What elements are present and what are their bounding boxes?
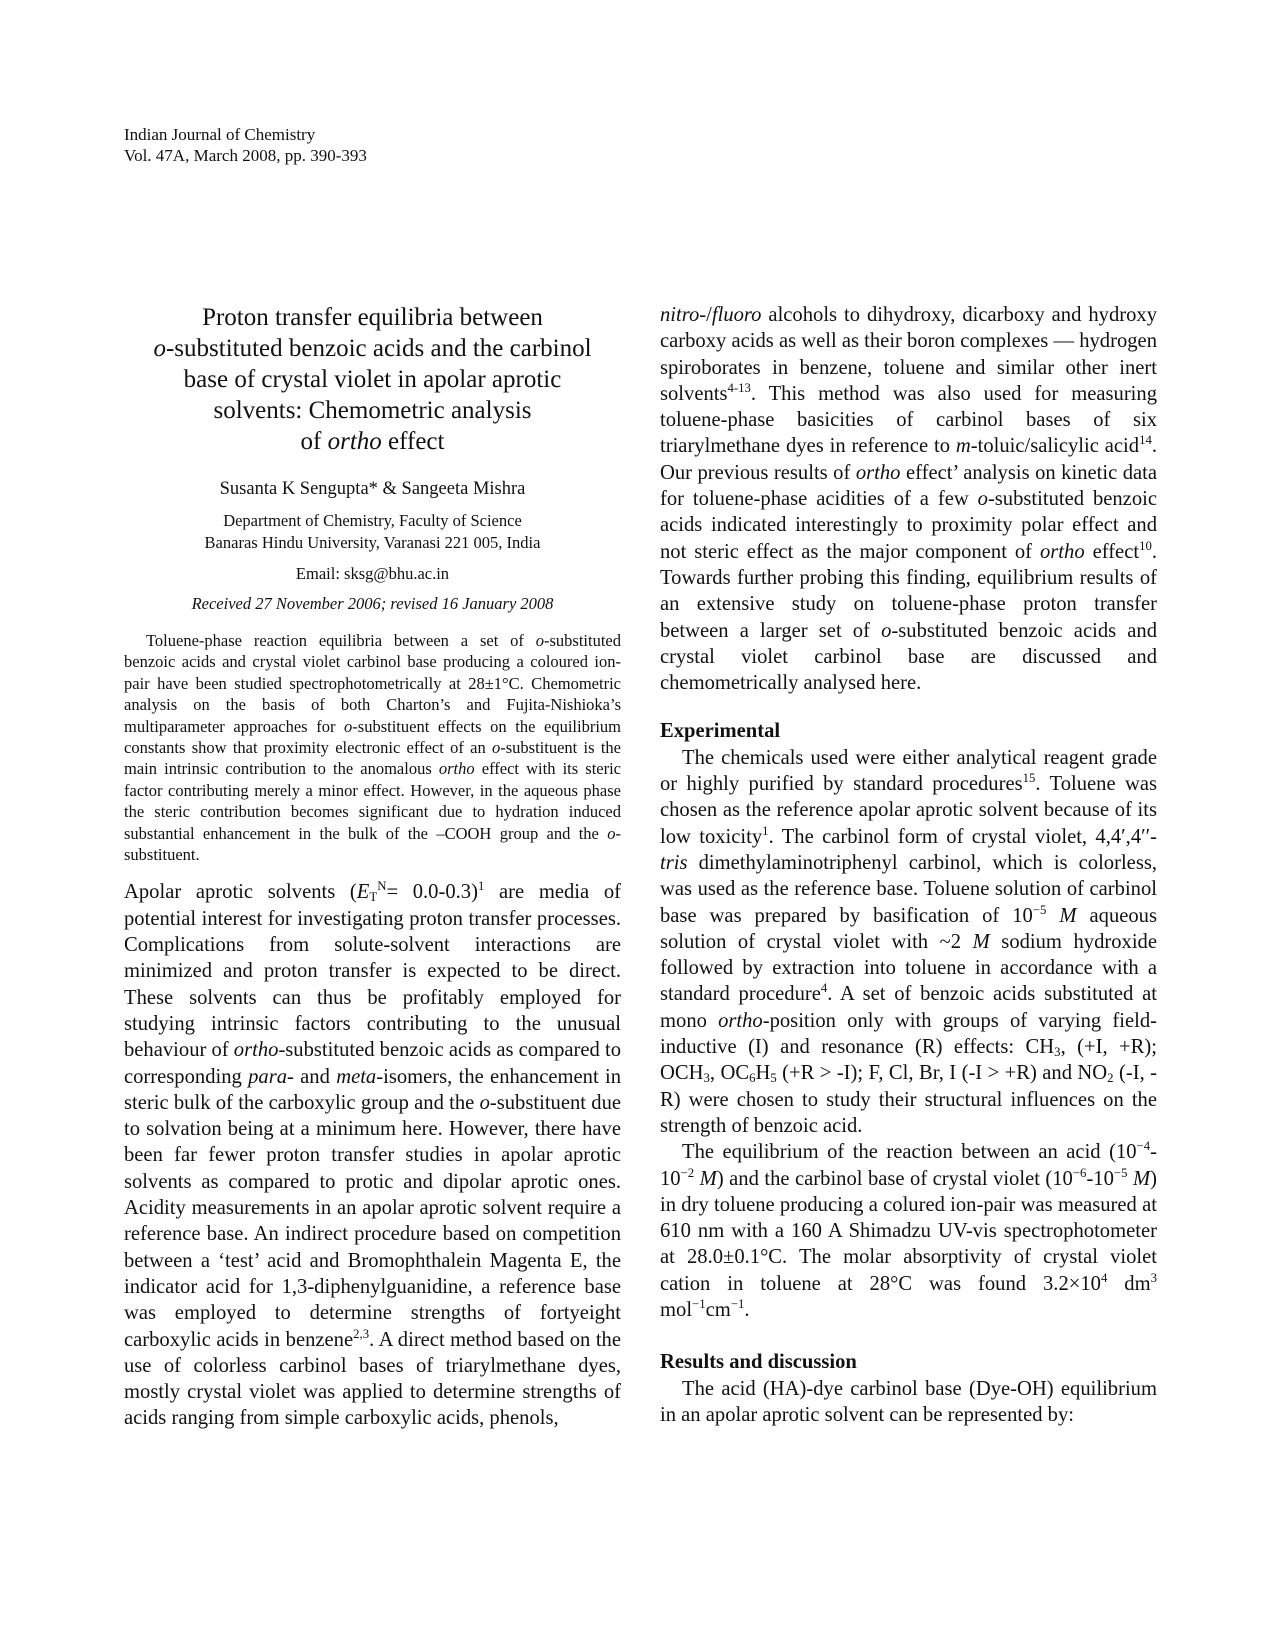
body-italic: o xyxy=(977,488,988,511)
superscript: −2 xyxy=(680,1165,695,1180)
author-email: Email: sksg@bhu.ac.in xyxy=(295,564,450,583)
experimental-section xyxy=(660,745,1157,1324)
body-text: . The carbinol form of crystal violet, 4,4′,4′′- xyxy=(768,825,1157,848)
abstract-text: Toluene-phase reaction equilibria between a set of xyxy=(146,631,536,650)
body-text: , (+I, +R); OCH xyxy=(660,1036,1157,1085)
body-text: effect xyxy=(1084,540,1140,563)
experimental-paragraph xyxy=(660,745,1157,1139)
title-line: Proton transfer equilibria between xyxy=(202,304,543,331)
title-text: effect xyxy=(381,428,445,455)
body-text: mol xyxy=(660,1298,693,1321)
superscript: −5 xyxy=(1032,902,1047,917)
body-text: . Our previous results of xyxy=(660,435,1157,484)
superscript: 4 xyxy=(1100,1270,1108,1285)
body-italic: m xyxy=(955,435,971,458)
body-text: . Toluene was chosen as the reference apolar aprotic solvent because of its low toxicity xyxy=(660,773,1158,848)
section-heading-experimental: Experimental xyxy=(660,720,781,743)
abstract-text: effect with its steric factor contributing merely a minor effect. However, in the aqueous phase the steric contribution becomes significant due to hydration induced substantial enhancement in the bulk of the –COOH group and the xyxy=(124,759,622,843)
affiliation-line: Banaras Hindu University, Varanasi 221 005, India xyxy=(204,533,541,552)
abstract xyxy=(124,630,621,865)
body-text: (+R > -I); F, Cl, Br, I (-I > +R) and NO xyxy=(776,1062,1108,1085)
left-column xyxy=(124,302,621,1432)
body-text: = 0.0-0.3) xyxy=(386,881,478,904)
body-text: -position only with groups of varying field-inductive (I) and resonance (R) effects: CH xyxy=(660,1009,1157,1059)
body-text: -substituent due to solvation being at a minimum here. However, there have been far fewer proton transfer studies in apolar aprotic solvents as compared to protic and dipolar aprotic ones. Acidity measurements in an apolar aprotic solvent require a reference base. An indirect procedure based on competition between a ‘test’ acid and Bromophthalein Magenta E, the indicator acid for 1,3-diphenylguanidine, a reference base was employed to determine strengths of fortyeight carboxylic acids in benzene xyxy=(124,1091,622,1351)
reference-mark: 4 xyxy=(820,981,828,996)
reference-mark: 14 xyxy=(1139,433,1152,448)
title-line: solvents: Chemometric analysis xyxy=(213,397,532,424)
body-italic: ortho xyxy=(718,1009,763,1032)
title-line xyxy=(124,426,621,457)
superscript: −1 xyxy=(692,1297,706,1312)
body-text: effect’ analysis on kinetic data for toluene-phase acidities of a few xyxy=(660,461,1157,511)
body-text: -substituted benzoic acids as compared to corresponding xyxy=(124,1039,621,1088)
body-text: are media of potential interest for investigating proton transfer processes. Complications from solute-solvent interactions are minimized and proton transfer is expected to be direct. These solvents can thus be profitably employed for studying intrinsic factors contributing to the unusual behaviour of xyxy=(124,881,622,1062)
body-text: -/ xyxy=(699,304,712,326)
body-italic: M xyxy=(1127,1167,1151,1190)
body-text: ) and the carbinol base of crystal violet (10 xyxy=(716,1167,1073,1190)
body-text: alcohols to dihydroxy, dicarboxy and hydroxy carboxy acids as well as their boron complexes — hydrogen spiroborates in benzene, toluene and similar other inert solvents xyxy=(660,304,1157,405)
title-text: -substituted benzoic acids and the carbinol xyxy=(165,335,592,362)
authors: Susanta K Sengupta* & Sangeeta Mishra xyxy=(219,479,526,499)
title-text: of xyxy=(300,428,328,455)
body-italic: o xyxy=(881,619,892,642)
body-text: -substituted benzoic acids and crystal violet carbinol base are discussed and chemometrically analysed here. xyxy=(660,619,1157,695)
superscript: −6 xyxy=(1072,1165,1087,1180)
body-text: -toluic/salicylic acid xyxy=(970,435,1140,458)
body-text: -substituted benzoic acids indicated interestingly to proximity polar effect and not steric effect as the major component of xyxy=(660,488,1157,563)
abstract-text: -substituent. xyxy=(124,823,621,865)
body-italic: M xyxy=(694,1167,717,1190)
body-text: . A set of benzoic acids substituted at mono xyxy=(660,983,1157,1032)
superscript: −1 xyxy=(730,1297,745,1312)
results-section xyxy=(660,1376,1157,1429)
results-paragraph: The acid (HA)-dye carbinol base (Dye-OH) equilibrium in an apolar aprotic solvent can be represented by: xyxy=(660,1377,1157,1426)
body-text: Apolar aprotic solvents ( xyxy=(124,881,357,904)
body-text: -10 xyxy=(1086,1167,1114,1190)
article-title xyxy=(124,302,621,457)
subscript: 6 xyxy=(749,1071,756,1086)
body-italic: nitro xyxy=(660,304,700,326)
intro-paragraph-start xyxy=(124,879,621,1431)
journal-volume: Vol. 47A, March 2008, pp. 390-393 xyxy=(124,146,367,165)
abstract-italic: ortho xyxy=(438,759,475,779)
affiliation-line: Department of Chemistry, Faculty of Science xyxy=(223,511,522,530)
body-text: - and xyxy=(287,1065,337,1088)
abstract-italic: o xyxy=(492,738,501,758)
body-italic: para xyxy=(248,1065,288,1088)
body-text: . A direct method based on the use of colorless carbinol bases of triarylmethane dyes, mostly crystal violet was applied to determine strengths of acids ranging from simple carboxylic acids, phenols, xyxy=(124,1328,621,1430)
reference-mark: 15 xyxy=(1022,771,1036,786)
body-text: (-I, -R) were chosen to study their structural influences on the strength of benzoic acid. xyxy=(660,1062,1157,1137)
body-text: H xyxy=(755,1062,771,1085)
subscript: 5 xyxy=(770,1071,777,1086)
body-italic: ortho xyxy=(233,1039,279,1062)
title-line xyxy=(124,333,621,364)
section-heading-results: Results and discussion xyxy=(660,1351,857,1374)
superscript: −4 xyxy=(1136,1139,1151,1154)
received-dates: Received 27 November 2006; revised 16 January 2008 xyxy=(191,594,554,613)
abstract-text: -substituent is the main intrinsic contribution to the anomalous xyxy=(124,738,621,779)
journal-header xyxy=(124,124,367,166)
body-text: -10 xyxy=(660,1141,1157,1190)
body-italic: ortho xyxy=(1039,540,1085,563)
subscript: 2 xyxy=(1107,1071,1114,1086)
body-italic: fluoro xyxy=(711,304,762,326)
reference-mark: 4-13 xyxy=(727,380,751,395)
abstract-italic: o xyxy=(344,716,353,736)
reference-mark: 1 xyxy=(762,823,769,838)
body-text: dimethylaminotriphenyl carbinol, which is colorless, was used as the reference base. Toluene solution of carbinol base was prepared by basification of 10 xyxy=(660,851,1157,927)
body-text: . xyxy=(744,1298,750,1321)
body-text: . This method was also used for measuring toluene-phase basicities of carbinol bases of six triarylmethane dyes in reference to xyxy=(660,382,1157,458)
title-line: base of crystal violet in apolar aprotic xyxy=(183,366,562,393)
body-italic: meta xyxy=(336,1065,377,1088)
body-text: The equilibrium of the reaction between an acid (10 xyxy=(682,1141,1137,1164)
body-text: -isomers, the enhancement in steric bulk of the carboxylic group and the xyxy=(124,1065,621,1114)
abstract-text: -substituent effects on the equilibrium constants show that proximity electronic effect of an xyxy=(124,716,622,758)
subscript: T xyxy=(369,890,378,905)
title-italic: ortho xyxy=(327,428,382,455)
intro-paragraph-continued xyxy=(660,302,1157,696)
body-text: cm xyxy=(705,1298,731,1321)
superscript: 3 xyxy=(1150,1270,1157,1285)
body-text: . Towards further probing this finding, equilibrium results of an extensive study on toluene-phase proton transfer between a larger set of xyxy=(660,540,1157,642)
abstract-italic: o xyxy=(535,631,544,650)
reference-mark: 1 xyxy=(477,879,485,894)
superscript: N xyxy=(377,879,387,894)
body-text: ) in dry toluene producing a colured ion-pair was measured at 610 nm with a 160 A Shimadzu UV-vis spectrophotometer at 28.0±0.1°C. The molar absorptivity of crystal violet cation in toluene at 28°C was found 3.2×10 xyxy=(660,1167,1157,1295)
subscript: 3 xyxy=(1054,1045,1061,1060)
body-text: , OC xyxy=(709,1062,750,1085)
experimental-paragraph xyxy=(660,1139,1157,1323)
body-italic: M xyxy=(972,930,990,953)
body-text: aqueous solution of crystal violet with ~2 xyxy=(660,904,1157,953)
reference-mark: 10 xyxy=(1139,538,1152,553)
superscript: −5 xyxy=(1113,1165,1128,1180)
body-text: The chemicals used were either analytical reagent grade or highly purified by standard procedures xyxy=(660,746,1157,796)
abstract-text: -substituted benzoic acids and crystal violet carbinol base producing a coloured ion-pair have been studied spectrophotometrically at 28±1°C. Chemometric analysis on the basis of both Charton’s and Fujita-Nishioka’s multiparameter approaches for xyxy=(124,631,621,736)
right-column xyxy=(660,302,1157,1428)
title-italic: o xyxy=(153,335,166,362)
body-italic: tris xyxy=(660,851,688,874)
body-italic: ortho xyxy=(855,461,901,484)
body-italic: M xyxy=(1046,904,1077,927)
abstract-italic: o xyxy=(607,823,616,843)
subscript: 3 xyxy=(703,1071,710,1086)
reference-mark: 2,3 xyxy=(353,1326,370,1341)
body-italic: E xyxy=(356,881,370,904)
body-text: sodium hydroxide followed by extraction into toluene in accordance with a standard procedure xyxy=(660,930,1157,1006)
body-italic: o xyxy=(479,1091,490,1114)
affiliation xyxy=(124,510,621,554)
body-text: dm xyxy=(1107,1272,1151,1295)
journal-name: Indian Journal of Chemistry xyxy=(124,125,316,144)
